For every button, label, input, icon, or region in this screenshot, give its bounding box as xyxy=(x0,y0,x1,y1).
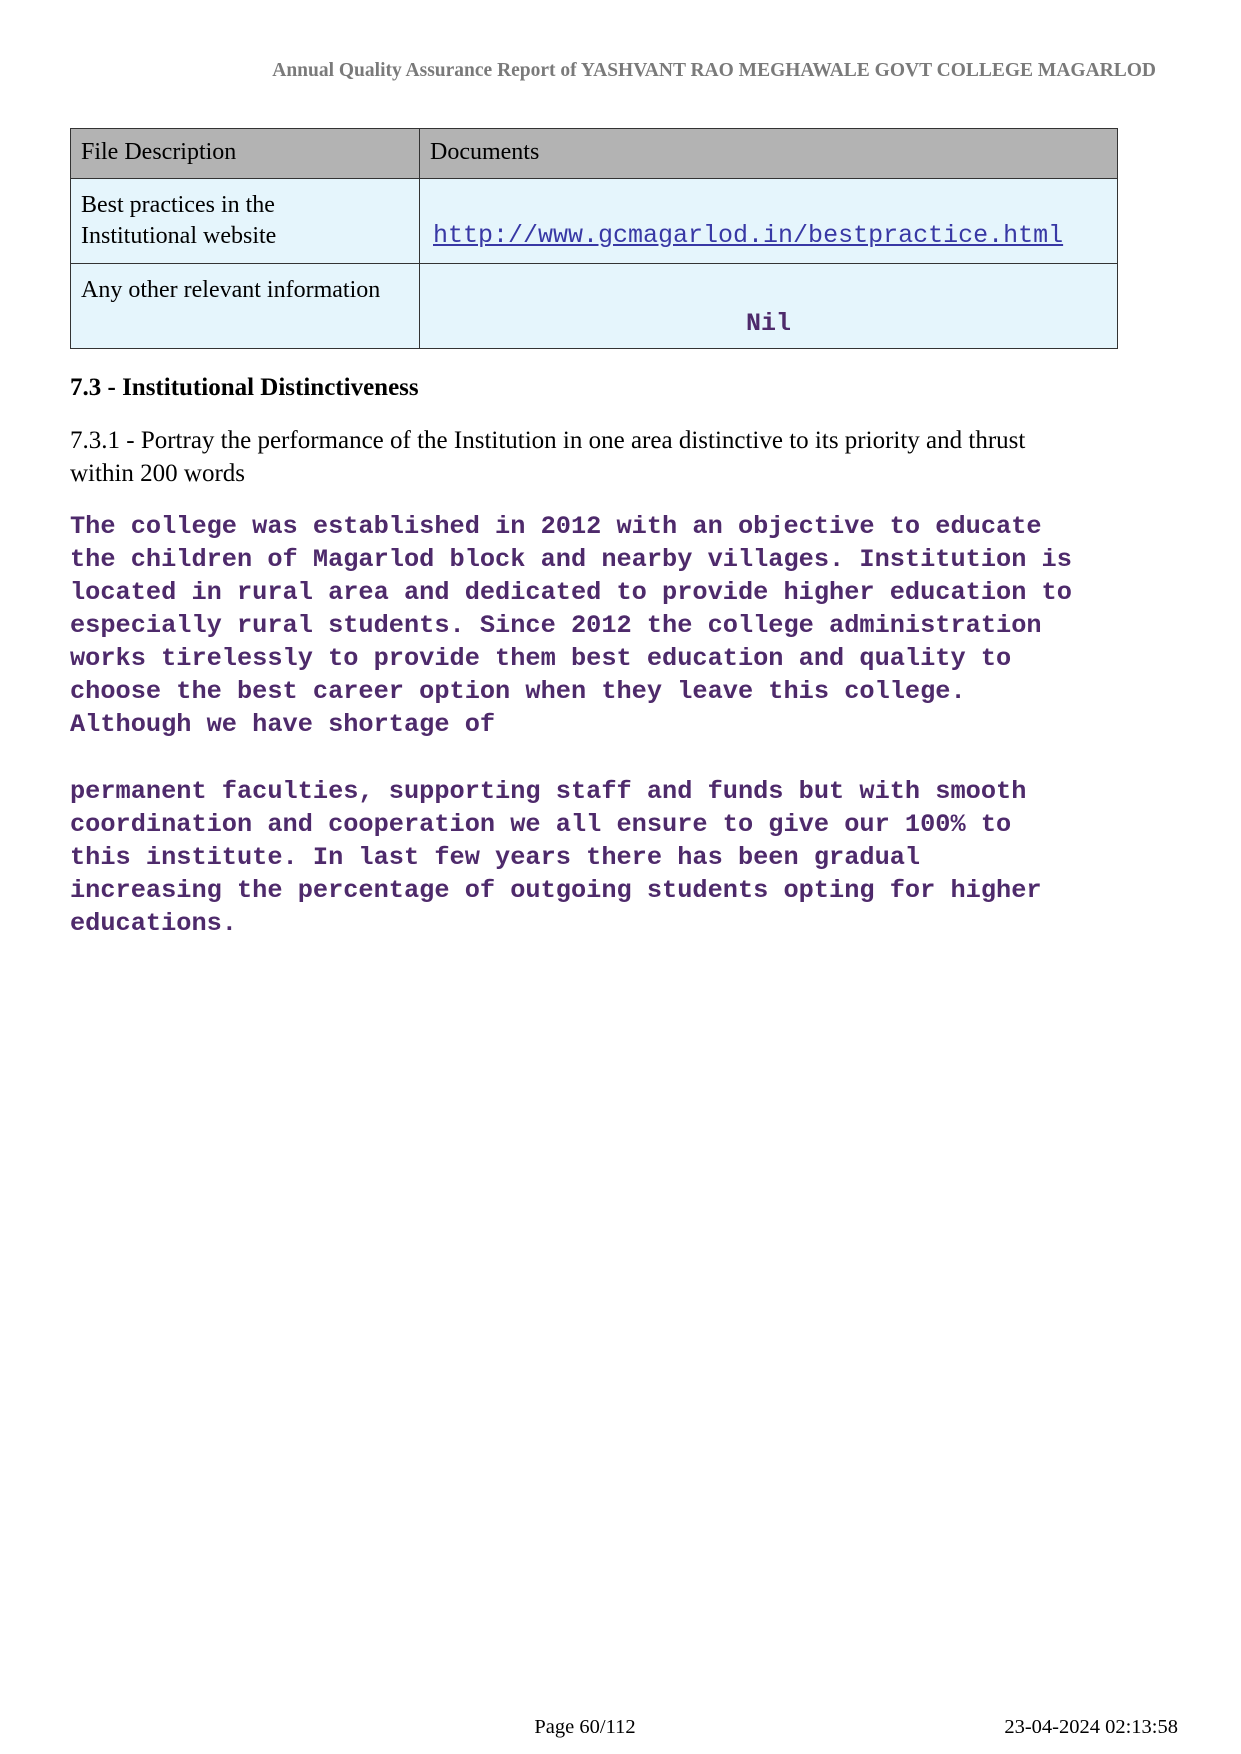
answer-line: permanent faculties, supporting staff and funds but with smooth xyxy=(70,777,1027,806)
answer-line: coordination and cooperation we all ensure to give our 100% to xyxy=(70,810,1012,839)
document-cell xyxy=(420,264,1118,349)
answer-paragraph-1 xyxy=(70,510,1170,741)
file-description-table xyxy=(70,128,1118,349)
column-header-documents: Documents xyxy=(420,129,1118,179)
answer-line: especially rural students. Since 2012 the college administration xyxy=(70,611,1042,640)
answer-line: educations. xyxy=(70,909,237,938)
page-number: Page 60/112 xyxy=(534,1716,636,1738)
table-row xyxy=(71,264,1118,349)
best-practice-link[interactable]: http://www.gcmagarlod.in/bestpractice.html xyxy=(433,221,1064,250)
column-header-file-description: File Description xyxy=(71,129,420,179)
generated-timestamp: 23-04-2024 02:13:58 xyxy=(1004,1716,1178,1738)
question-line: 7.3.1 - Portray the performance of the Institution in one area distinctive to its priority and thrust xyxy=(70,427,1026,454)
question-text xyxy=(70,424,1130,490)
answer-line: choose the best career option when they leave this college. xyxy=(70,677,966,706)
answer-line: located in rural area and dedicated to provide higher education to xyxy=(70,578,1072,607)
answer-paragraph-2 xyxy=(70,775,1170,940)
description-line: Best practices in the xyxy=(81,192,275,218)
table-row xyxy=(71,179,1118,264)
answer-line: this institute. In last few years there has been gradual xyxy=(70,843,921,872)
answer-line: The college was established in 2012 with an objective to educate xyxy=(70,512,1042,541)
file-description-cell: Any other relevant information xyxy=(71,264,420,349)
answer-line: works tirelessly to provide them best education and quality to xyxy=(70,644,1012,673)
description-line: Institutional website xyxy=(81,223,277,249)
question-line: within 200 words xyxy=(70,460,245,487)
answer-line: Although we have shortage of xyxy=(70,710,496,739)
report-header: Annual Quality Assurance Report of YASHVANT RAO MEGHAWALE GOVT COLLEGE MAGARLOD xyxy=(272,60,1156,81)
document-cell xyxy=(420,179,1118,264)
nil-value: Nil xyxy=(745,309,791,338)
section-title: 7.3 - Institutional Distinctiveness xyxy=(70,374,419,401)
answer-line: increasing the percentage of outgoing students opting for higher xyxy=(70,876,1042,905)
answer-line: the children of Magarlod block and nearby villages. Institution is xyxy=(70,545,1072,574)
file-description-cell xyxy=(71,179,420,264)
table-header-row xyxy=(71,129,1118,179)
